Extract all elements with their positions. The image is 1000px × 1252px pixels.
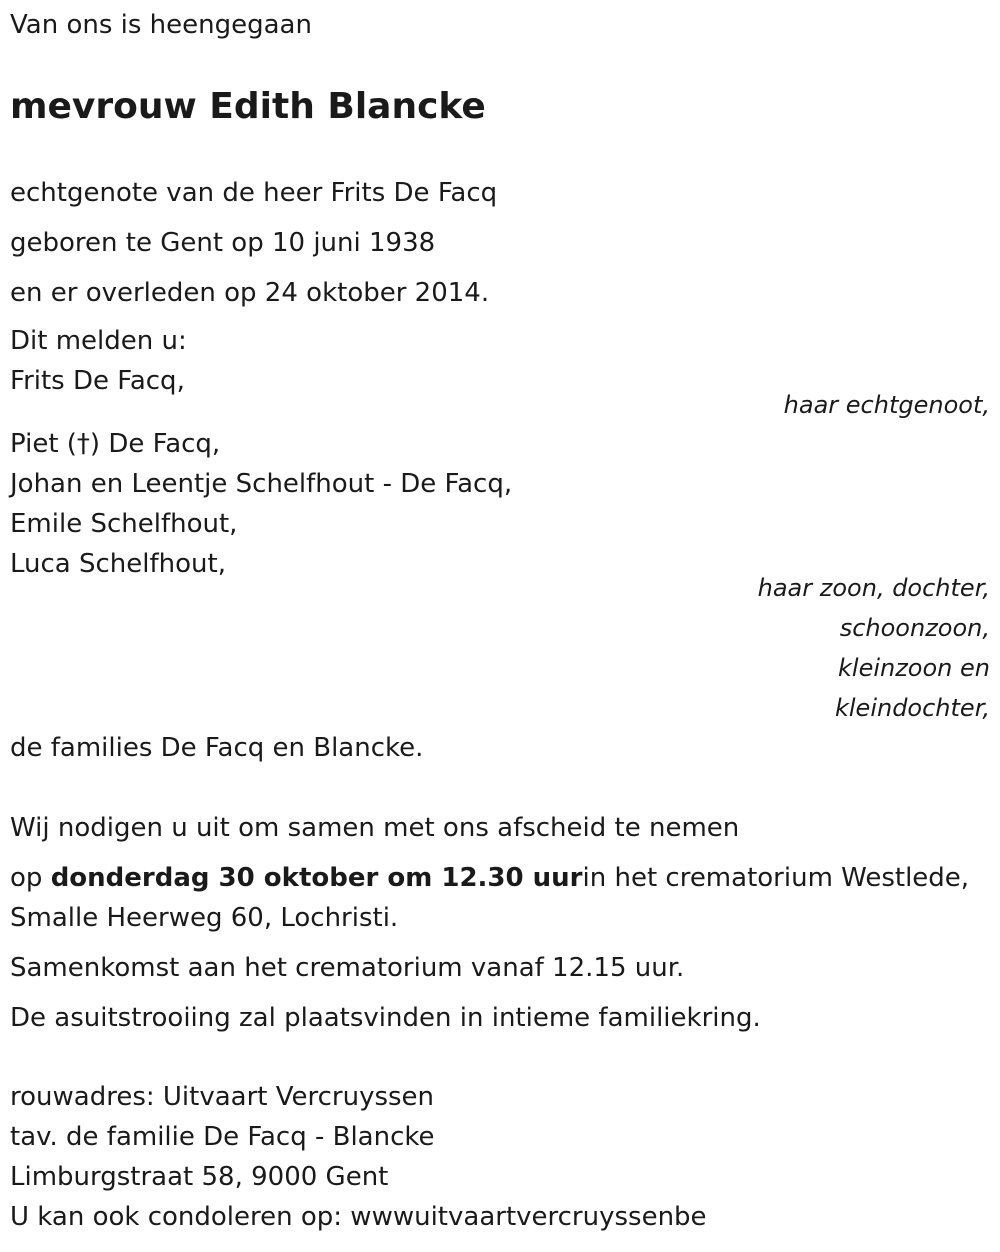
intro-text: Van ons is heengegaan	[10, 10, 312, 40]
funeral-datetime: donderdag 30 oktober om 12.30 uur	[50, 863, 583, 893]
announce-label: Dit melden u:	[10, 326, 187, 356]
invitation-prefix: op	[10, 863, 51, 893]
mourning-attention: tav. de familie De Facq - Blancke	[10, 1122, 435, 1152]
detail-birth: geboren te Gent op 10 juni 1938	[10, 228, 436, 258]
condolence-link[interactable]: U kan ook condoleren op: wwwuitvaartvercruyssenbe	[10, 1202, 707, 1232]
ash-scattering-text: De asuitstrooiing zal plaatsvinden in intieme familiekring.	[10, 1003, 761, 1033]
mourning-address: rouwadres: Uitvaart Vercruyssen	[10, 1082, 435, 1112]
invitation-location: in het crematorium Westlede,	[582, 863, 970, 893]
children-relation: kleinzoon en	[838, 654, 990, 682]
families-text: de families De Facq en Blancke.	[10, 733, 424, 763]
child-name: Piet (†) De Facq,	[10, 429, 221, 459]
children-relation: schoonzoon,	[839, 614, 990, 642]
child-name: Johan en Leentje Schelfhout - De Facq,	[10, 469, 513, 499]
invitation-line: Wij nodigen u uit om samen met ons afscheid te nemen	[10, 813, 740, 843]
detail-death: en er overleden op 24 oktober 2014.	[10, 278, 490, 308]
mourning-street: Limburgstraat 58, 9000 Gent	[10, 1162, 389, 1192]
deceased-name: mevrouw Edith Blancke	[10, 86, 486, 127]
gathering-text: Samenkomst aan het crematorium vanaf 12.15 uur.	[10, 953, 685, 983]
spouse-relation: haar echtgenoot,	[783, 391, 990, 419]
children-relation: kleindochter,	[834, 694, 990, 722]
detail-spouse: echtgenote van de heer Frits De Facq	[10, 178, 498, 208]
invitation-address: Smalle Heerweg 60, Lochristi.	[10, 903, 399, 933]
children-relation: haar zoon, dochter,	[757, 574, 990, 602]
child-name: Luca Schelfhout,	[10, 549, 226, 579]
spouse-name: Frits De Facq,	[10, 366, 185, 396]
child-name: Emile Schelfhout,	[10, 509, 238, 539]
invitation-date-line	[10, 861, 969, 895]
